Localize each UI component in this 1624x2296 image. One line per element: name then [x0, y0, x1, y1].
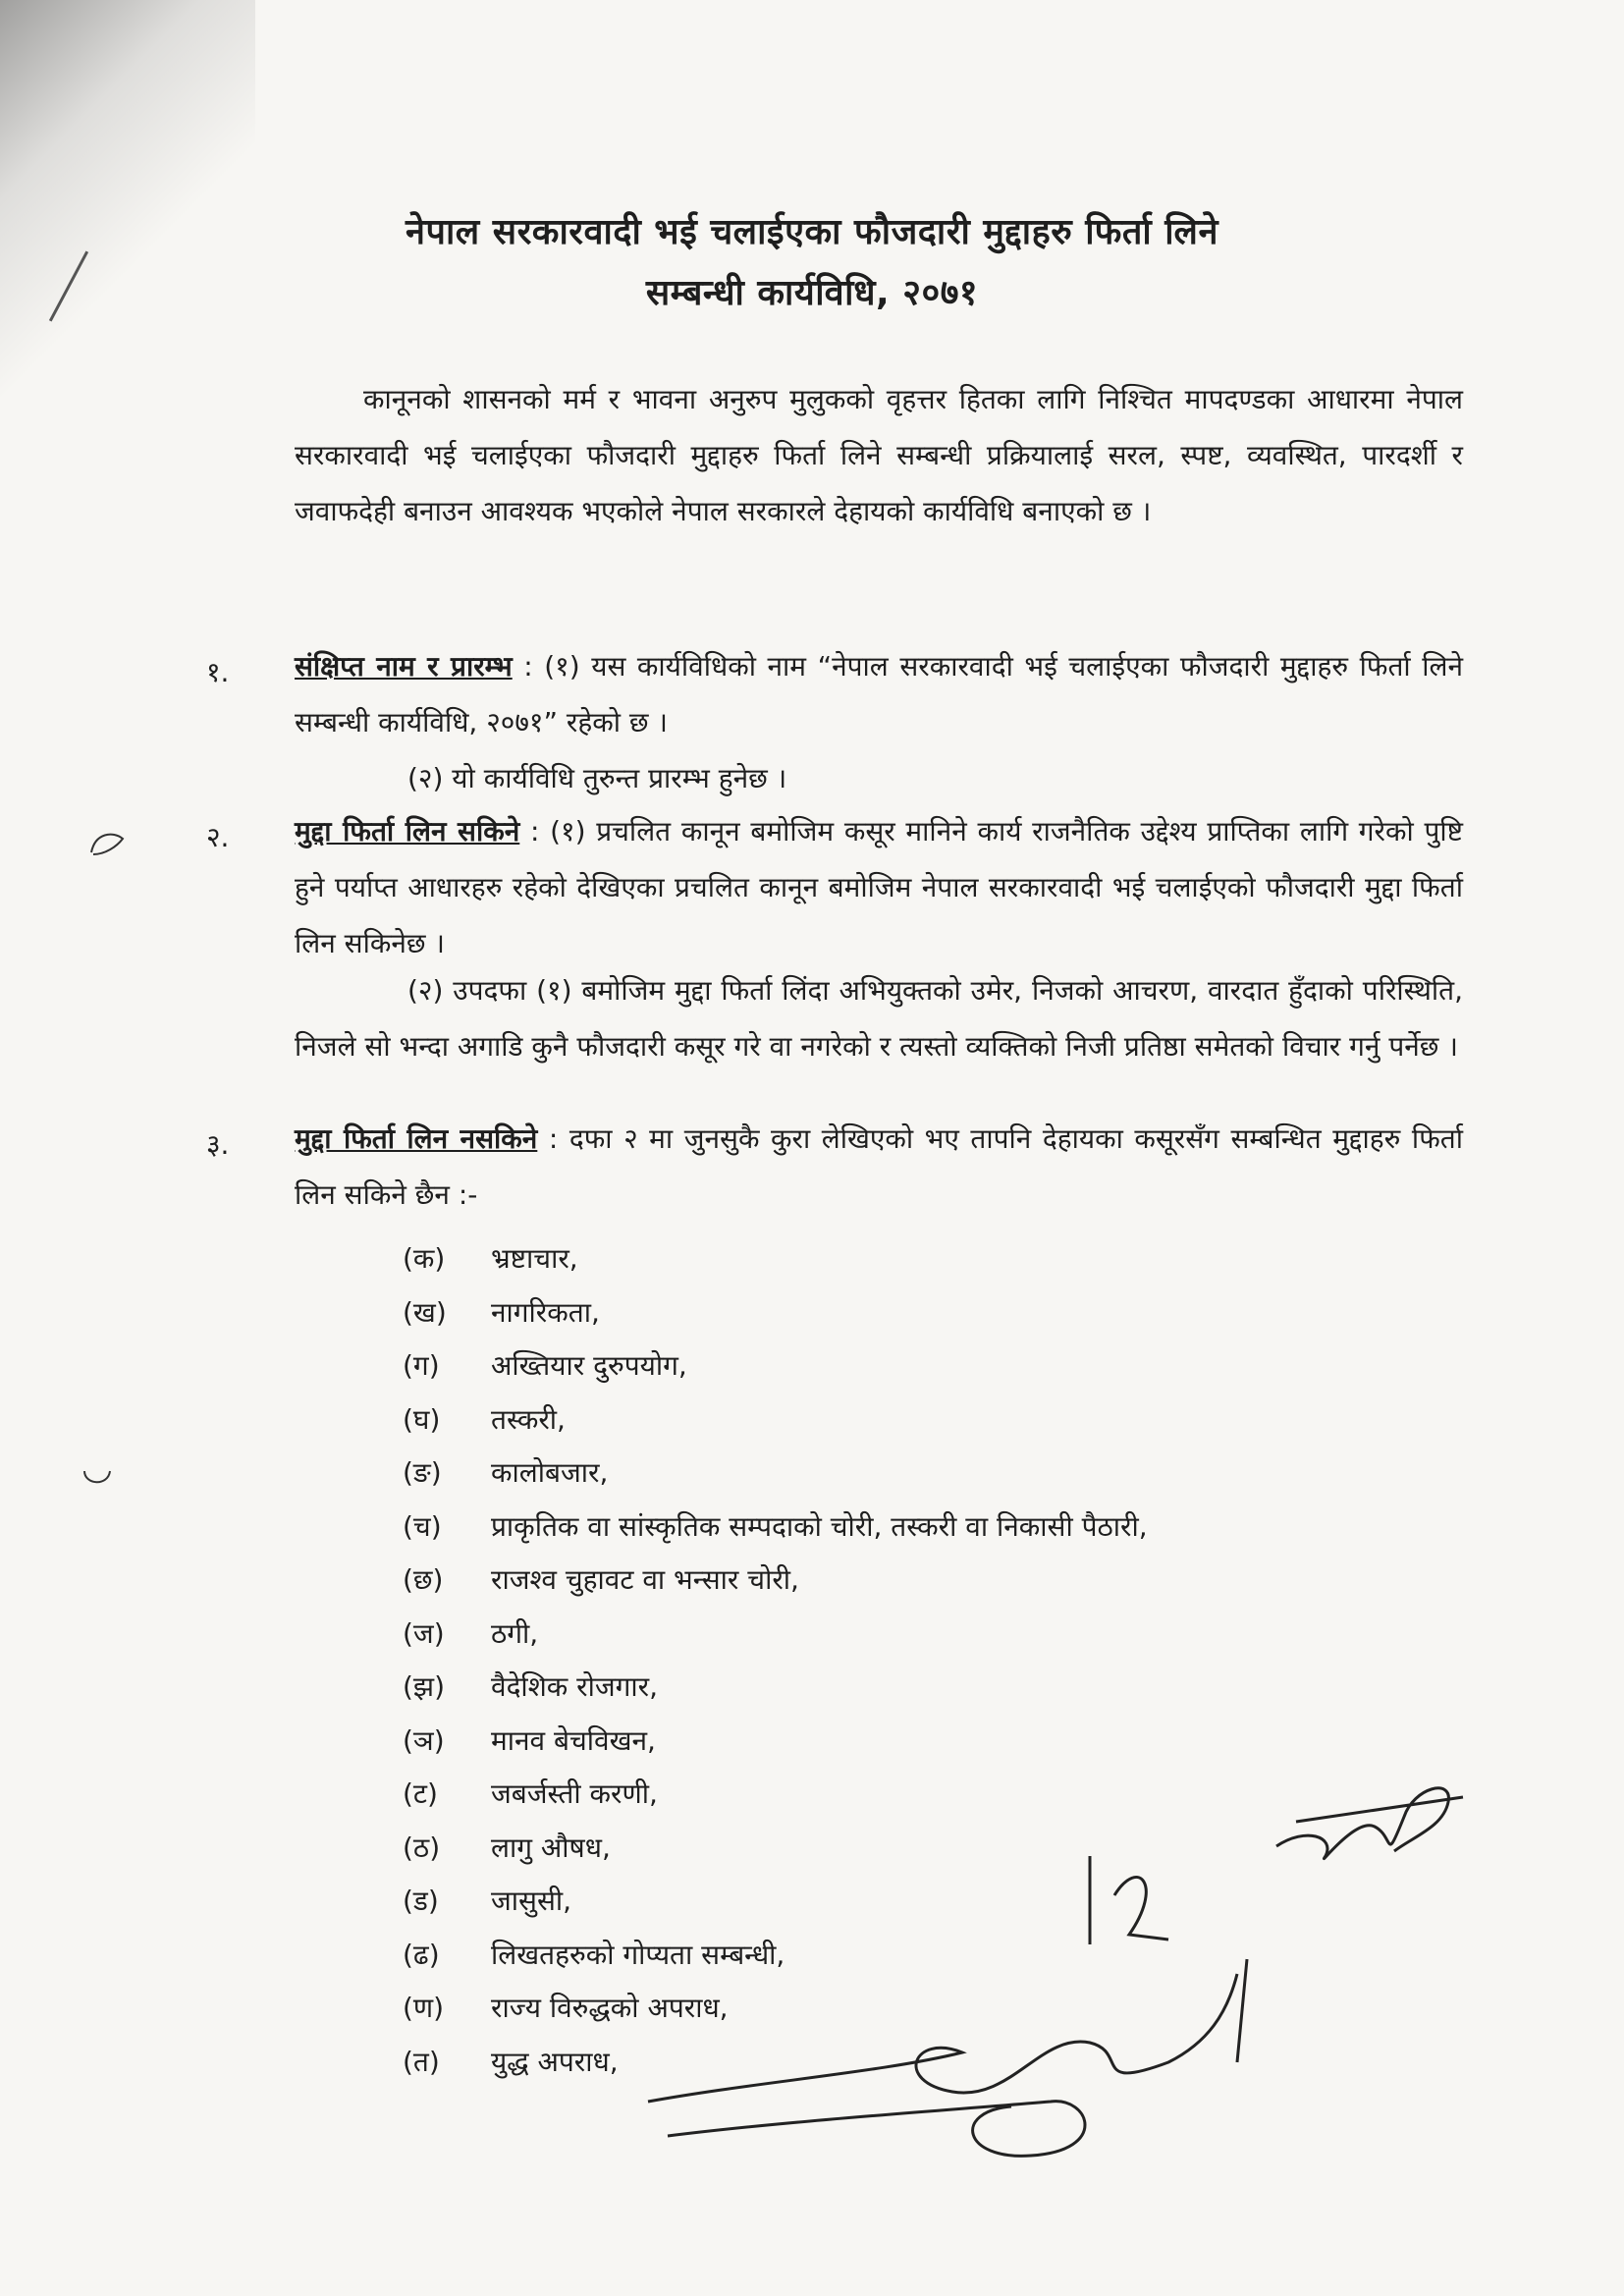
- list-item-label: (ङ): [403, 1456, 442, 1490]
- signature-mark-12: [1070, 1836, 1188, 1964]
- margin-initial-mark: [83, 825, 133, 864]
- list-item-label: (घ): [403, 1402, 441, 1436]
- signature-main: [638, 1954, 1276, 2190]
- list-item-text: राजश्व चुहावट वा भन्सार चोरी,: [491, 1563, 799, 1597]
- list-item-text: तस्करी,: [491, 1402, 566, 1436]
- list-item: [403, 1500, 1148, 1554]
- document-title-line1: नेपाल सरकारवादी भई चलाईएका फौजदारी मुद्दाहरु फिर्ता लिने: [406, 212, 1218, 252]
- list-item-text: जबर्जस्ती करणी,: [491, 1777, 658, 1811]
- preamble-paragraph: कानूनको शासनको मर्म र भावना अनुरुप मुलुकको वृहत्तर हितका लागि निश्चित मापदण्डका आधारमा नेपाल सरकारवादी भई चलाईएका फौजदारी मुद्दाहरु फिर्ता लिने सम्बन्धी प्रक्रियालाई सरल, स्पष्ट, व्यवस्थित, पारदर्शी र जवाफदेही बनाउन आवश्यक भएकोले नेपाल सरकारले देहायको कार्यविधि बनाएको छ ।: [295, 383, 1463, 527]
- section-1-heading: संक्षिप्त नाम र प्रारम्भ: [295, 650, 513, 683]
- list-item: [403, 1553, 1148, 1607]
- list-item-text: युद्ध अपराध,: [491, 2045, 619, 2078]
- list-item: [403, 1767, 1148, 1821]
- list-item-label: (ठ): [403, 1831, 441, 1864]
- list-item-text: मानव बेचविखन,: [491, 1723, 656, 1757]
- list-item-text: जासुसी,: [491, 1885, 572, 1918]
- section-3-paragraph: [295, 1111, 1463, 1223]
- section-2-text: : (१) प्रचलित कानून बमोजिम कसूर मानिने कार्य राजनैतिक उद्देश्य प्राप्तिका लागि गरेको पुष्टि हुने पर्याप्त आधारहरु रहेको देखिएका प्रचलित कानून बमोजिम नेपाल सरकारवादी भई चलाईएको फौजदारी मुद्दा फिर्ता लिन सकिनेछ ।: [295, 815, 1463, 959]
- section-3-text: : दफा २ मा जुनसुकै कुरा लेखिएको भए तापनि देहायका कसूरसँग सम्बन्धित मुद्दाहरु फिर्ता लिन सकिने छैन :-: [295, 1122, 1463, 1211]
- section-1-number: १.: [206, 656, 230, 688]
- list-item: [403, 1231, 1148, 1285]
- list-item-label: (क): [403, 1242, 446, 1276]
- section-2-heading: मुद्दा फिर्ता लिन सकिने: [295, 815, 520, 847]
- section-1-subclause: (२) यो कार्यविधि तुरुन्त प्रारम्भ हुनेछ ।: [407, 762, 787, 794]
- list-item-label: (च): [403, 1509, 442, 1543]
- list-item-text: ठगी,: [491, 1616, 539, 1650]
- margin-circle-mark: [79, 1463, 118, 1493]
- list-item-label: (ड): [403, 1885, 439, 1918]
- document-title-line2: सम्बन्धी कार्यविधि, २०७१: [645, 273, 979, 313]
- section-3-heading: मुद्दा फिर्ता लिन नसकिने: [295, 1122, 538, 1155]
- list-item-label: (छ): [403, 1563, 444, 1597]
- section-1-text: : (१) यस कार्यविधिको नाम “नेपाल सरकारवादी भई चलाईएका फौजदारी मुद्दाहरु फिर्ता लिने सम्बन्धी कार्यविधि, २०७१” रहेको छ ।: [295, 650, 1463, 738]
- list-item-text: नागरिकता,: [491, 1295, 600, 1329]
- list-item: [403, 1660, 1148, 1714]
- list-item: [403, 1607, 1148, 1661]
- list-item-label: (ञ): [403, 1723, 445, 1757]
- section-3-number: ३.: [206, 1128, 230, 1161]
- list-item: [403, 1393, 1148, 1447]
- list-item: [403, 1821, 1148, 1875]
- list-item-text: राज्य विरुद्धको अपराध,: [491, 1992, 729, 2025]
- section-2-number: २.: [206, 821, 230, 853]
- list-item-label: (ज): [403, 1616, 445, 1650]
- list-item-text: प्राकृतिक वा सांस्कृतिक सम्पदाको चोरी, तस्करी वा निकासी पैठारी,: [491, 1509, 1148, 1543]
- list-item-label: (ण): [403, 1992, 445, 2025]
- list-item-text: वैदेशिक रोजगार,: [491, 1670, 658, 1704]
- signature-initials-right: [1267, 1758, 1502, 1905]
- list-item-text: अख्तियार दुरुपयोग,: [491, 1349, 687, 1383]
- list-item: [403, 1339, 1148, 1393]
- list-item-label: (ख): [403, 1295, 447, 1329]
- list-item-label: (ढ): [403, 1938, 440, 1971]
- list-item: [403, 1285, 1148, 1339]
- list-item-label: (ट): [403, 1777, 438, 1811]
- list-item: [403, 1874, 1148, 1928]
- list-item-label: (झ): [403, 1670, 446, 1704]
- list-item-label: (त): [403, 2045, 440, 2078]
- list-item-text: लागु औषध,: [491, 1831, 611, 1864]
- list-item-text: भ्रष्टाचार,: [491, 1242, 578, 1276]
- list-item-text: लिखतहरुको गोप्यता सम्बन्धी,: [491, 1938, 785, 1971]
- section-1-paragraph: [295, 638, 1463, 750]
- section-2-subclause: (२) उपदफा (१) बमोजिम मुद्दा फिर्ता लिंदा अभियुक्तको उमेर, निजको आचरण, वारदात हुँदाको परिस्थिति, निजले सो भन्दा अगाडि कुनै फौजदारी कसूर गरे वा नगरेको र त्यस्तो व्यक्तिको निजी प्रतिष्ठा समेतको विचार गर्नु पर्नेछ ।: [295, 974, 1463, 1063]
- list-item: [403, 1714, 1148, 1768]
- section-2-paragraph: [295, 803, 1463, 971]
- list-item: [403, 1446, 1148, 1500]
- list-item-text: कालोबजार,: [491, 1456, 609, 1490]
- list-item-label: (ग): [403, 1349, 440, 1383]
